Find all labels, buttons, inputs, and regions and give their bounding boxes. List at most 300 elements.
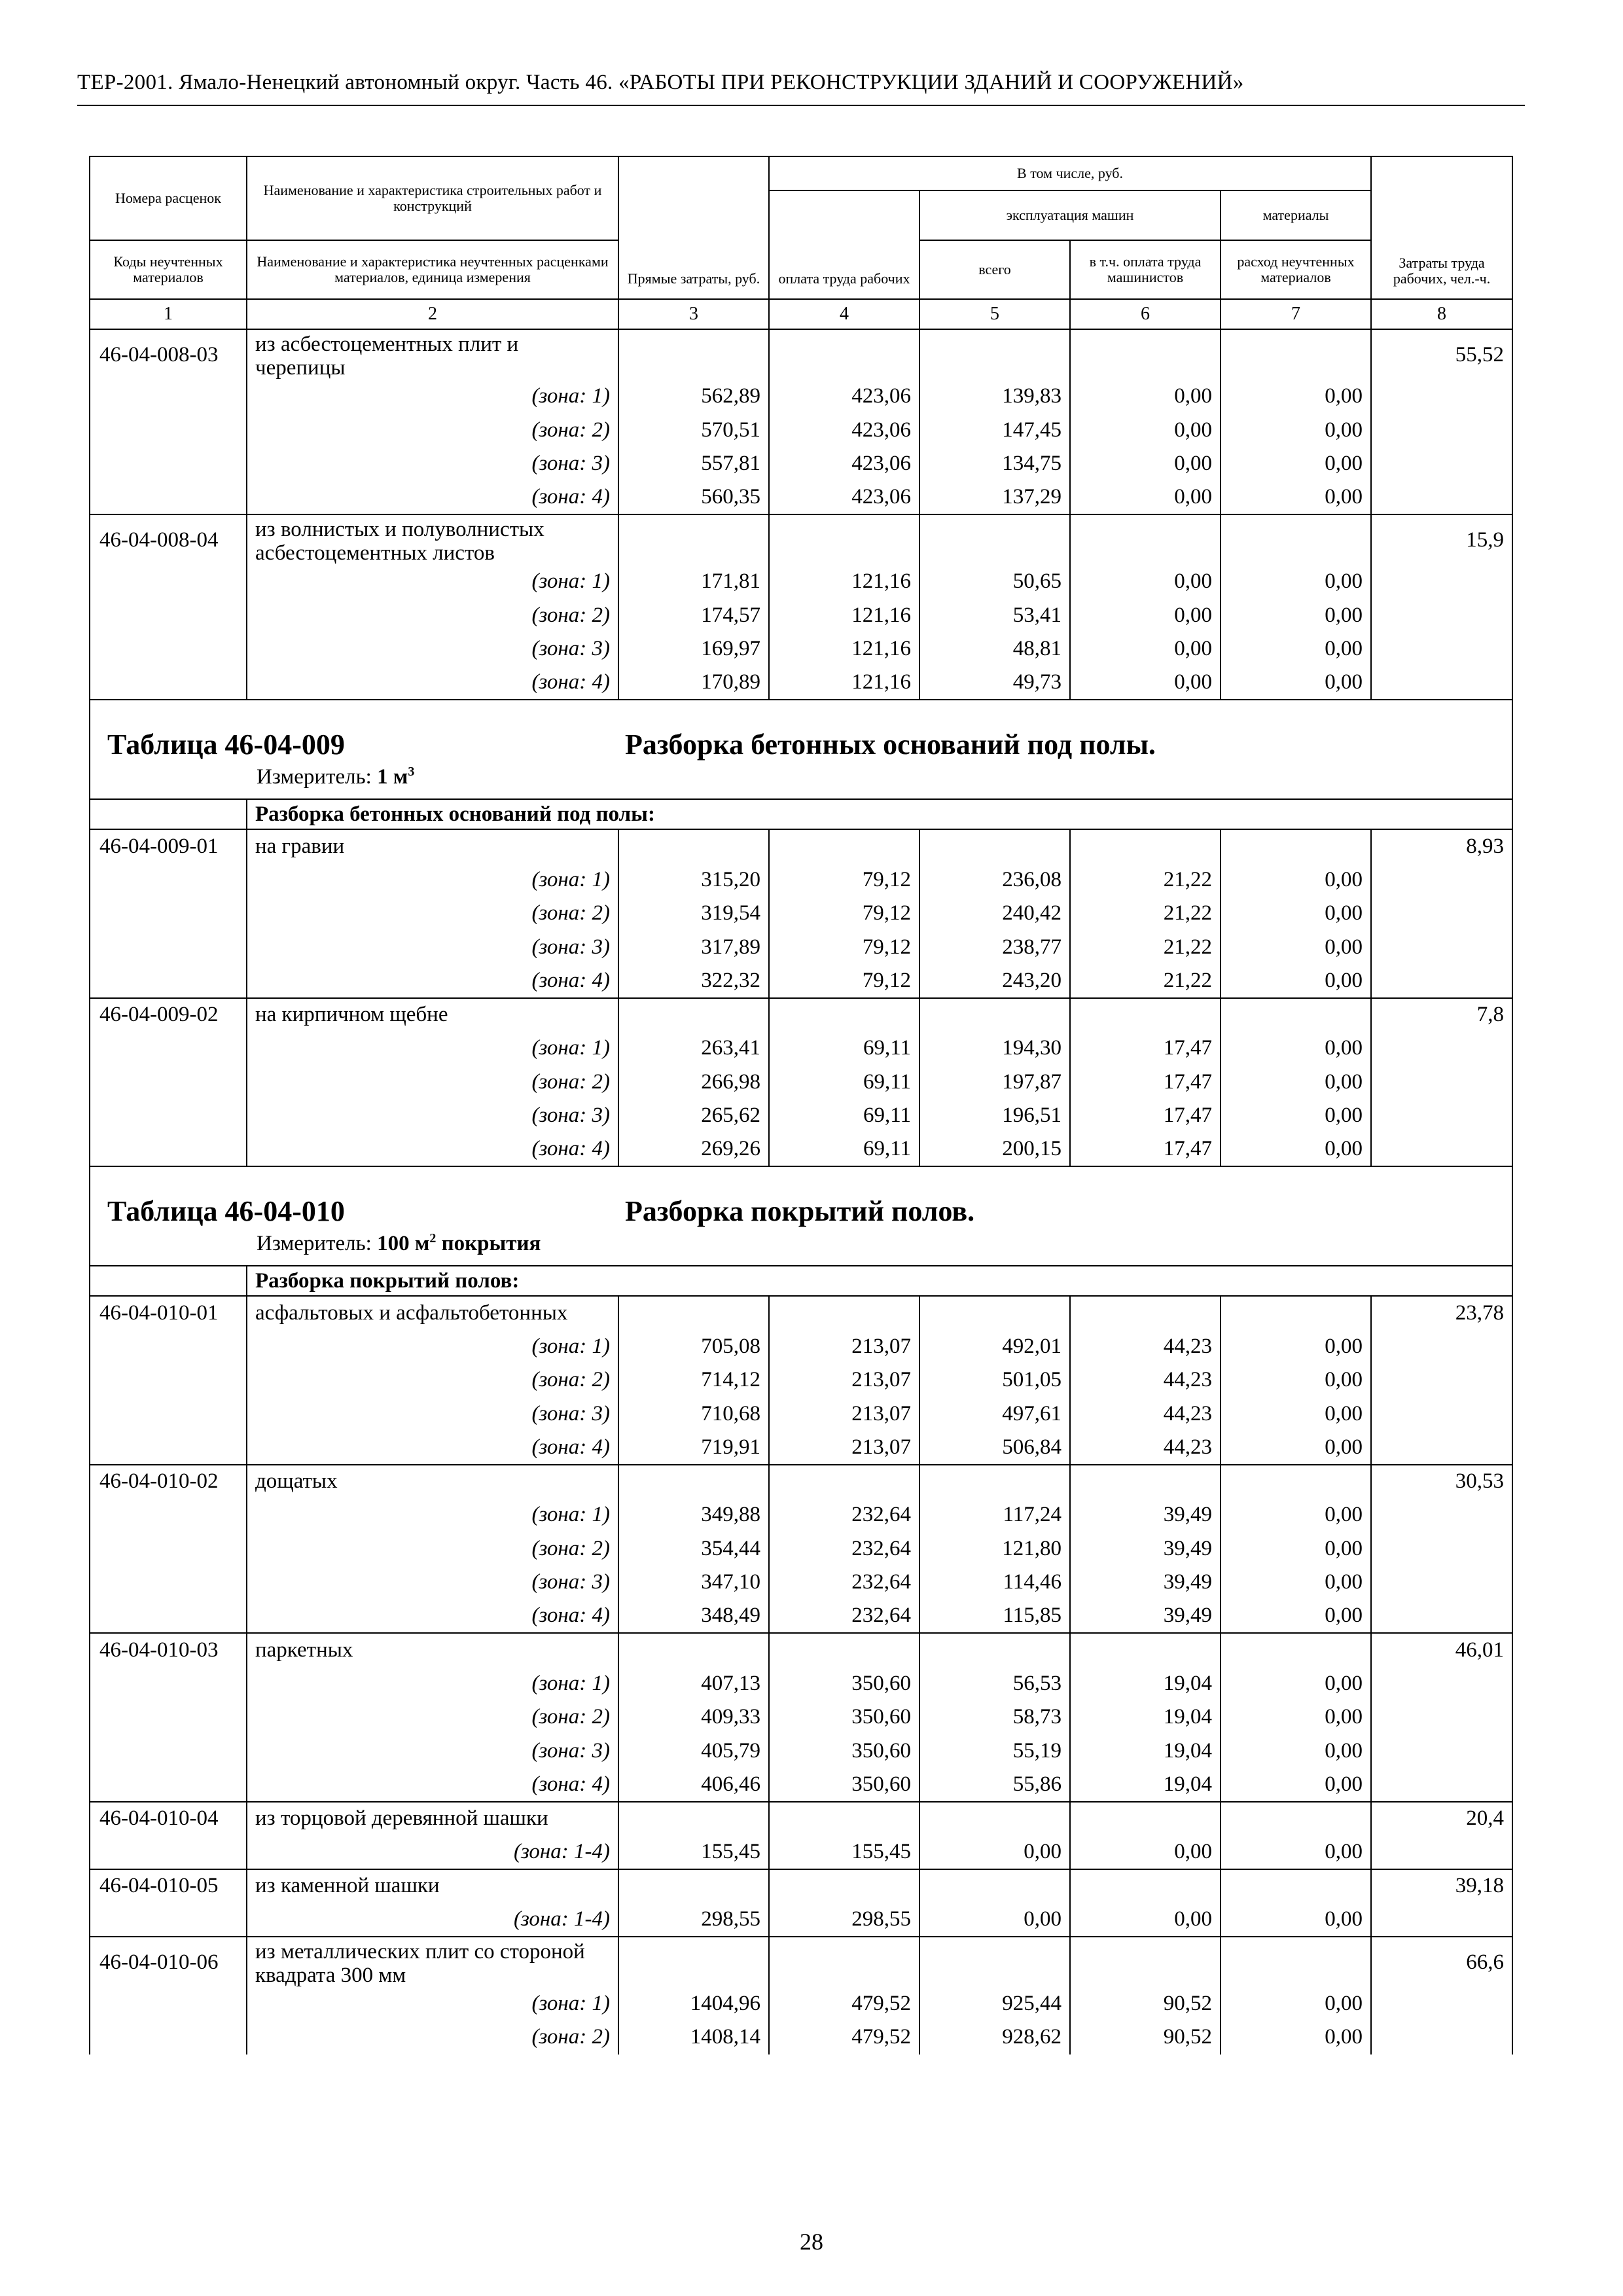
worker-wage: 232,64 (769, 1566, 919, 1600)
zone-label: (зона: 1) (247, 1498, 618, 1532)
zone-row (90, 380, 1512, 414)
measure-value (377, 1232, 541, 1255)
empty-cell (1371, 1031, 1512, 1066)
worker-wage: 423,06 (769, 414, 919, 448)
direct-cost: 348,49 (618, 1600, 769, 1634)
machine-cost: 137,29 (919, 481, 1070, 515)
rate-name: из металлических плит со стороной квадрата 300 мм (247, 1937, 618, 1987)
worker-wage: 79,12 (769, 964, 919, 998)
materials-cost: 0,00 (1221, 1133, 1371, 1167)
worker-wage: 121,16 (769, 666, 919, 700)
empty-cell (1371, 1133, 1512, 1167)
materials-cost: 0,00 (1221, 1600, 1371, 1634)
empty-cell (1371, 1431, 1512, 1465)
direct-cost: 409,33 (618, 1700, 769, 1734)
header-mach-wage: в т.ч. оплата труда машинистов (1070, 240, 1221, 299)
direct-cost: 570,51 (618, 414, 769, 448)
worker-wage: 69,11 (769, 1066, 919, 1100)
empty-cell (1371, 666, 1512, 700)
machine-cost: 139,83 (919, 380, 1070, 414)
direct-cost: 714,12 (618, 1363, 769, 1397)
empty-cell (90, 1431, 247, 1465)
zone-row (90, 897, 1512, 931)
zone-row (90, 1667, 1512, 1701)
section-row (90, 799, 1512, 829)
machine-cost: 197,87 (919, 1066, 1070, 1100)
zone-label: (зона: 4) (247, 1768, 618, 1802)
machine-cost: 55,19 (919, 1734, 1070, 1768)
materials-cost: 0,00 (1221, 1532, 1371, 1566)
zone-label: (зона: 4) (247, 964, 618, 998)
materials-cost: 0,00 (1221, 1397, 1371, 1431)
table-title (90, 700, 1512, 798)
zone-row (90, 1566, 1512, 1600)
rate-row (90, 514, 1512, 565)
direct-cost: 263,41 (618, 1031, 769, 1066)
empty-cell (90, 599, 247, 633)
empty-cell (769, 514, 919, 565)
header-incl: В том числе, руб. (769, 156, 1371, 190)
zone-label: (зона: 3) (247, 632, 618, 666)
header-direct: Прямые затраты, руб. (618, 156, 769, 299)
empty-cell (1371, 1903, 1512, 1937)
worker-wage: 69,11 (769, 1133, 919, 1167)
empty-cell (618, 1937, 769, 1987)
empty-cell (90, 1330, 247, 1364)
machinist-wage: 21,22 (1070, 931, 1221, 965)
labor-cost: 39,18 (1371, 1869, 1512, 1903)
section-title: Разборка покрытий полов: (247, 1266, 1512, 1296)
header-name-top: Наименование и характеристика строительных работ и конструкций (247, 156, 618, 240)
labor-cost: 66,6 (1371, 1937, 1512, 1987)
empty-cell (919, 1465, 1070, 1499)
measure-value (377, 765, 414, 789)
machinist-wage: 19,04 (1070, 1768, 1221, 1802)
direct-cost: 155,45 (618, 1835, 769, 1869)
worker-wage: 423,06 (769, 380, 919, 414)
empty-cell (1070, 514, 1221, 565)
machine-cost: 58,73 (919, 1700, 1070, 1734)
empty-cell (1371, 2020, 1512, 2054)
materials-cost: 0,00 (1221, 481, 1371, 515)
machinist-wage: 0,00 (1070, 599, 1221, 633)
rate-name: из асбестоцементных плит и черепицы (247, 329, 618, 380)
empty-cell (90, 1667, 247, 1701)
header-rule (77, 105, 1525, 106)
empty-cell (769, 1465, 919, 1499)
zone-row (90, 1431, 1512, 1465)
worker-wage: 213,07 (769, 1397, 919, 1431)
materials-cost: 0,00 (1221, 1498, 1371, 1532)
table-title (90, 1167, 1512, 1265)
zone-label: (зона: 1-4) (247, 1903, 618, 1937)
machinist-wage: 17,47 (1070, 1099, 1221, 1133)
colnum: 5 (919, 299, 1070, 329)
machinist-wage: 21,22 (1070, 863, 1221, 897)
machinist-wage: 90,52 (1070, 1987, 1221, 2021)
rate-name: на кирпичном щебне (247, 998, 618, 1032)
zone-row (90, 1532, 1512, 1566)
worker-wage: 213,07 (769, 1431, 919, 1465)
machinist-wage: 39,49 (1070, 1532, 1221, 1566)
empty-cell (919, 1937, 1070, 1987)
empty-cell (1221, 998, 1371, 1032)
direct-cost: 407,13 (618, 1667, 769, 1701)
materials-cost: 0,00 (1221, 1363, 1371, 1397)
empty-cell (1070, 1937, 1221, 1987)
empty-cell (1221, 1802, 1371, 1836)
empty-cell (90, 447, 247, 481)
empty-cell (1221, 514, 1371, 565)
machinist-wage: 19,04 (1070, 1700, 1221, 1734)
machine-cost: 238,77 (919, 931, 1070, 965)
machine-cost: 117,24 (919, 1498, 1070, 1532)
zone-label: (зона: 1) (247, 1330, 618, 1364)
machinist-wage: 39,49 (1070, 1498, 1221, 1532)
empty-cell (90, 1700, 247, 1734)
empty-cell (1371, 1835, 1512, 1869)
empty-cell (1371, 1700, 1512, 1734)
zone-row (90, 1734, 1512, 1768)
labor-cost: 30,53 (1371, 1465, 1512, 1499)
worker-wage: 79,12 (769, 897, 919, 931)
machinist-wage: 44,23 (1070, 1363, 1221, 1397)
rate-code: 46-04-010-02 (90, 1465, 247, 1499)
empty-cell (919, 998, 1070, 1032)
machine-cost: 49,73 (919, 666, 1070, 700)
zone-row (90, 1700, 1512, 1734)
rate-row (90, 1937, 1512, 1987)
materials-cost: 0,00 (1221, 1431, 1371, 1465)
worker-wage: 350,60 (769, 1734, 919, 1768)
empty-cell (1070, 829, 1221, 863)
zone-label: (зона: 2) (247, 1532, 618, 1566)
worker-wage: 423,06 (769, 481, 919, 515)
materials-cost: 0,00 (1221, 1768, 1371, 1802)
rate-code: 46-04-010-01 (90, 1296, 247, 1330)
empty-cell (90, 565, 247, 599)
zone-row (90, 565, 1512, 599)
zone-row (90, 863, 1512, 897)
rate-code: 46-04-009-02 (90, 998, 247, 1032)
empty-cell (1070, 1633, 1221, 1667)
labor-cost: 7,8 (1371, 998, 1512, 1032)
zone-label: (зона: 1) (247, 380, 618, 414)
worker-wage: 232,64 (769, 1532, 919, 1566)
empty-cell (90, 1099, 247, 1133)
empty-cell (90, 1566, 247, 1600)
worker-wage: 479,52 (769, 2020, 919, 2054)
direct-cost: 169,97 (618, 632, 769, 666)
worker-wage: 213,07 (769, 1330, 919, 1364)
zone-row (90, 2020, 1512, 2054)
zone-row (90, 1903, 1512, 1937)
empty-cell (919, 1869, 1070, 1903)
direct-cost: 171,81 (618, 565, 769, 599)
colnum: 7 (1221, 299, 1371, 329)
empty-cell (90, 931, 247, 965)
zone-row (90, 1768, 1512, 1802)
machine-cost: 194,30 (919, 1031, 1070, 1066)
empty-cell (919, 1802, 1070, 1836)
empty-cell (1371, 931, 1512, 965)
machine-cost: 497,61 (919, 1397, 1070, 1431)
zone-row (90, 599, 1512, 633)
measure-value-text: 1 м (377, 765, 408, 789)
materials-cost: 0,00 (1221, 1330, 1371, 1364)
direct-cost: 705,08 (618, 1330, 769, 1364)
table-number: Таблица 46-04-010 (107, 1195, 345, 1227)
rate-row (90, 998, 1512, 1032)
section-title: Разборка бетонных оснований под полы: (247, 799, 1512, 829)
empty-cell (90, 380, 247, 414)
machine-cost: 134,75 (919, 447, 1070, 481)
measure-unit (257, 764, 414, 789)
zone-row (90, 1330, 1512, 1364)
rate-row (90, 1465, 1512, 1499)
machinist-wage: 90,52 (1070, 2020, 1221, 2054)
empty-cell (618, 1802, 769, 1836)
machinist-wage: 0,00 (1070, 380, 1221, 414)
direct-cost: 266,98 (618, 1066, 769, 1100)
empty-cell (1221, 1937, 1371, 1987)
labor-cost: 15,9 (1371, 514, 1512, 565)
direct-cost: 298,55 (618, 1903, 769, 1937)
direct-cost: 174,57 (618, 599, 769, 633)
rate-code: 46-04-008-03 (90, 329, 247, 380)
section-row (90, 1266, 1512, 1296)
empty-cell (1371, 1363, 1512, 1397)
zone-row (90, 1835, 1512, 1869)
rate-code: 46-04-008-04 (90, 514, 247, 565)
empty-cell (618, 829, 769, 863)
materials-cost: 0,00 (1221, 599, 1371, 633)
machine-cost: 200,15 (919, 1133, 1070, 1167)
empty-cell (1371, 863, 1512, 897)
materials-cost: 0,00 (1221, 1566, 1371, 1600)
empty-cell (1371, 964, 1512, 998)
machinist-wage: 0,00 (1070, 414, 1221, 448)
colnum: 2 (247, 299, 618, 329)
empty-cell (769, 829, 919, 863)
empty-cell (1070, 1802, 1221, 1836)
empty-cell (1371, 599, 1512, 633)
direct-cost: 269,26 (618, 1133, 769, 1167)
machinist-wage: 44,23 (1070, 1431, 1221, 1465)
empty-cell (919, 1633, 1070, 1667)
machinist-wage: 0,00 (1070, 666, 1221, 700)
worker-wage: 79,12 (769, 931, 919, 965)
machine-cost: 196,51 (919, 1099, 1070, 1133)
direct-cost: 710,68 (618, 1397, 769, 1431)
empty-cell (618, 329, 769, 380)
machinist-wage: 21,22 (1070, 897, 1221, 931)
materials-cost: 0,00 (1221, 632, 1371, 666)
zone-label: (зона: 2) (247, 897, 618, 931)
direct-cost: 317,89 (618, 931, 769, 965)
empty-cell (90, 1266, 247, 1296)
materials-cost: 0,00 (1221, 1987, 1371, 2021)
rate-name: из волнистых и полуволнистых асбестоцементных листов (247, 514, 618, 565)
zone-row (90, 1600, 1512, 1634)
running-header: ТЕР-2001. Ямало-Ненецкий автономный округ. Часть 46. «РАБОТЫ ПРИ РЕКОНСТРУКЦИИ ЗДАНИЙ И СООРУЖЕНИЙ» (77, 71, 1244, 94)
empty-cell (90, 1600, 247, 1634)
zone-label: (зона: 3) (247, 1566, 618, 1600)
measure-exponent: 2 (429, 1231, 437, 1246)
table-title-cell (90, 700, 1512, 799)
materials-cost: 0,00 (1221, 931, 1371, 965)
rate-name: дощатых (247, 1465, 618, 1499)
worker-wage: 155,45 (769, 1835, 919, 1869)
machinist-wage: 17,47 (1070, 1031, 1221, 1066)
zone-row (90, 632, 1512, 666)
header-machines: эксплуатация машин (919, 190, 1221, 240)
machine-cost: 50,65 (919, 565, 1070, 599)
zone-label: (зона: 2) (247, 1363, 618, 1397)
empty-cell (90, 897, 247, 931)
empty-cell (90, 1363, 247, 1397)
rate-code: 46-04-010-06 (90, 1937, 247, 1987)
empty-cell (769, 1633, 919, 1667)
worker-wage: 69,11 (769, 1099, 919, 1133)
machinist-wage: 44,23 (1070, 1330, 1221, 1364)
empty-cell (1070, 998, 1221, 1032)
zone-label: (зона: 2) (247, 1700, 618, 1734)
direct-cost: 319,54 (618, 897, 769, 931)
empty-cell (1371, 1987, 1512, 2021)
zone-row (90, 414, 1512, 448)
zone-label: (зона: 3) (247, 931, 618, 965)
empty-cell (1070, 1465, 1221, 1499)
empty-cell (919, 514, 1070, 565)
rate-code: 46-04-010-03 (90, 1633, 247, 1667)
machine-cost: 121,80 (919, 1532, 1070, 1566)
zone-row (90, 964, 1512, 998)
zone-label: (зона: 3) (247, 1734, 618, 1768)
colnum: 3 (618, 299, 769, 329)
direct-cost: 347,10 (618, 1566, 769, 1600)
labor-cost: 20,4 (1371, 1802, 1512, 1836)
zone-row (90, 447, 1512, 481)
direct-cost: 170,89 (618, 666, 769, 700)
machine-cost: 243,20 (919, 964, 1070, 998)
empty-cell (1070, 1869, 1221, 1903)
zone-label: (зона: 3) (247, 447, 618, 481)
measure-suffix: покрытия (436, 1232, 541, 1255)
materials-cost: 0,00 (1221, 897, 1371, 931)
empty-cell (769, 329, 919, 380)
rate-row (90, 1633, 1512, 1667)
empty-cell (769, 1937, 919, 1987)
zone-row (90, 1397, 1512, 1431)
labor-cost: 55,52 (1371, 329, 1512, 380)
machine-cost: 501,05 (919, 1363, 1070, 1397)
direct-cost: 557,81 (618, 447, 769, 481)
materials-cost: 0,00 (1221, 1835, 1371, 1869)
table-name: Разборка бетонных оснований под полы. (625, 728, 1156, 761)
empty-cell (1371, 1099, 1512, 1133)
empty-cell (1371, 632, 1512, 666)
zone-label: (зона: 2) (247, 1066, 618, 1100)
header-wage: оплата труда рабочих (769, 190, 919, 299)
zone-label: (зона: 1-4) (247, 1835, 618, 1869)
empty-cell (618, 998, 769, 1032)
direct-cost: 719,91 (618, 1431, 769, 1465)
worker-wage: 350,60 (769, 1667, 919, 1701)
rate-name: из торцовой деревянной шашки (247, 1802, 618, 1836)
machinist-wage: 17,47 (1070, 1133, 1221, 1167)
empty-cell (90, 863, 247, 897)
materials-cost: 0,00 (1221, 1734, 1371, 1768)
zone-label: (зона: 4) (247, 481, 618, 515)
measure-value-text: 100 м (377, 1232, 430, 1255)
colnum: 8 (1371, 299, 1512, 329)
empty-cell (90, 1133, 247, 1167)
zone-row (90, 1099, 1512, 1133)
machinist-wage: 17,47 (1070, 1066, 1221, 1100)
direct-cost: 349,88 (618, 1498, 769, 1532)
machine-cost: 236,08 (919, 863, 1070, 897)
empty-cell (90, 1768, 247, 1802)
price-table (89, 156, 1513, 2054)
empty-cell (1371, 1734, 1512, 1768)
empty-cell (1371, 1667, 1512, 1701)
worker-wage: 350,60 (769, 1700, 919, 1734)
empty-cell (1371, 447, 1512, 481)
machine-cost: 928,62 (919, 2020, 1070, 2054)
machine-cost: 492,01 (919, 1330, 1070, 1364)
materials-cost: 0,00 (1221, 964, 1371, 998)
empty-cell (618, 1465, 769, 1499)
materials-cost: 0,00 (1221, 447, 1371, 481)
empty-cell (1371, 1600, 1512, 1634)
zone-row (90, 1363, 1512, 1397)
machinist-wage: 39,49 (1070, 1566, 1221, 1600)
empty-cell (90, 1498, 247, 1532)
measure-label: Измеритель: (257, 1232, 372, 1255)
header-name-bottom: Наименование и характеристика неучтенных расценками материалов, единица измерения (247, 240, 618, 299)
empty-cell (618, 1296, 769, 1330)
empty-cell (90, 1066, 247, 1100)
machinist-wage: 21,22 (1070, 964, 1221, 998)
zone-label: (зона: 3) (247, 1397, 618, 1431)
empty-cell (618, 1869, 769, 1903)
rate-row (90, 329, 1512, 380)
table-title-row (90, 1166, 1512, 1266)
machinist-wage: 39,49 (1070, 1600, 1221, 1634)
machine-cost: 0,00 (919, 1903, 1070, 1937)
empty-cell (1221, 829, 1371, 863)
empty-cell (1221, 1869, 1371, 1903)
materials-cost: 0,00 (1221, 380, 1371, 414)
empty-cell (90, 1835, 247, 1869)
zone-row (90, 931, 1512, 965)
machine-cost: 240,42 (919, 897, 1070, 931)
machinist-wage: 0,00 (1070, 447, 1221, 481)
empty-cell (769, 998, 919, 1032)
materials-cost: 0,00 (1221, 1031, 1371, 1066)
direct-cost: 1408,14 (618, 2020, 769, 2054)
empty-cell (90, 666, 247, 700)
empty-cell (90, 2020, 247, 2054)
empty-cell (919, 1296, 1070, 1330)
zone-label: (зона: 2) (247, 2020, 618, 2054)
machine-cost: 506,84 (919, 1431, 1070, 1465)
colnum: 4 (769, 299, 919, 329)
direct-cost: 560,35 (618, 481, 769, 515)
materials-cost: 0,00 (1221, 1099, 1371, 1133)
machinist-wage: 19,04 (1070, 1667, 1221, 1701)
